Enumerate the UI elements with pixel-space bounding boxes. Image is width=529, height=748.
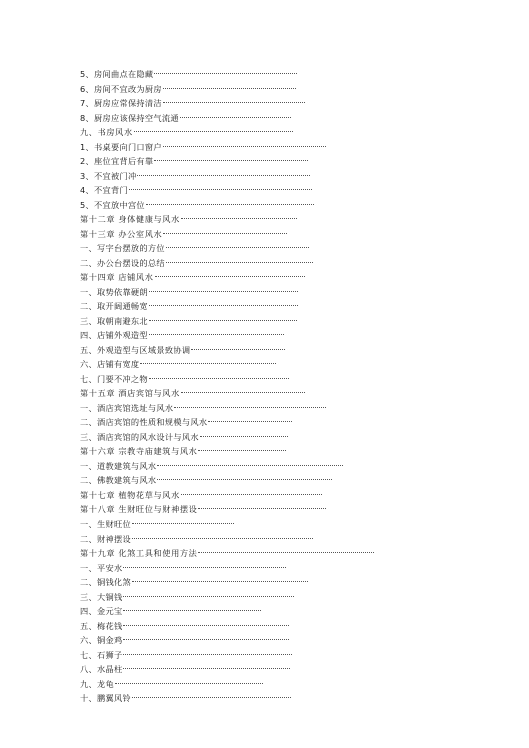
dot-leader [181,382,305,393]
toc-entry-title: 九、书房风水 [80,127,133,138]
dot-leader [181,208,297,219]
dot-leader [149,295,298,306]
toc-entry-title: 8、厨房应该保持空气流通 [80,112,179,123]
toc-entry-title: 7、厨房应常保持清洁 [80,98,162,109]
toc-entry-title: 一、生财旺位 [80,518,131,529]
dot-leader [132,687,291,698]
toc-entry-title: 八、水晶柱 [80,664,123,675]
toc-entry-title: 第十八章 生财旺位与财神摆设 [80,504,198,515]
toc-entry-title: 第十七章 植物花草与风水 [80,489,180,500]
toc-entry-title: 第十四章 店铺风水 [80,272,154,283]
dot-leader [134,121,293,132]
toc-entry-title: 五、外观造型与区域景致协调 [80,344,191,355]
dot-leader [198,440,286,451]
toc-entry-title: 1、书桌要向门口窗户 [80,141,162,152]
toc-entry-title: 3、不宜被门冲 [80,170,137,181]
toc-entry-title: 5、不宜放中宫位 [80,199,145,210]
toc-entry-title: 二、铜钱化煞 [80,577,131,588]
toc-entry-title: 九、龙龟 [80,678,114,689]
dot-leader [123,615,289,626]
dot-leader [123,658,290,669]
dot-leader [140,353,276,364]
toc-entry-title: 一、写字台摆放的方位 [80,243,165,254]
toc-entry-title: 第十五章 酒店宾馆与风水 [80,388,180,399]
dot-leader [163,92,305,103]
dot-leader [157,469,332,480]
dot-leader [163,223,287,234]
toc-entry [80,690,350,705]
toc-entry-title: 二、财神摆设 [80,533,131,544]
toc-entry-title: 6、房间不宜改为厨房 [80,83,162,94]
toc-entry-title: 第十六章 宗教寺庙建筑与风水 [80,446,198,457]
dot-leader [155,266,305,277]
toc-entry-title: 三、取朝南避东北 [80,315,148,326]
dot-leader [166,237,309,248]
toc-entry-title: 四、金元宝 [80,606,123,617]
dot-leader [132,571,308,582]
toc-entry-title: 七、门要不冲之物 [80,373,148,384]
toc-entry-title: 五、梅花钱 [80,620,123,631]
toc-entry-title: 5、房间曲点在隐藏 [80,69,154,79]
dot-leader [198,542,374,553]
dot-leader [149,368,289,379]
toc-entry-title: 六、铜金鸡 [80,635,123,646]
dot-leader [149,324,284,335]
toc-entry-title: 七、石狮子 [80,649,123,660]
dot-leader [166,252,313,263]
toc-entry-title: 一、酒店宾馆选址与风水 [80,402,174,413]
toc-entry-title: 十、鹏翼风铃 [80,693,131,704]
table-of-contents [80,66,350,705]
toc-entry-title: 4、不宜背门 [80,185,128,196]
dot-leader [180,107,291,118]
dot-leader [157,455,343,466]
toc-entry-title: 一、道教建筑与风水 [80,460,157,471]
toc-entry-title: 二、取开阔通畅宽 [80,301,148,312]
dot-leader [154,63,297,74]
dot-leader [191,339,285,350]
dot-leader [174,397,326,408]
dot-leader [115,673,263,684]
dot-leader [163,136,326,147]
dot-leader [123,600,261,611]
dot-leader [163,78,296,89]
toc-entry-title: 2、座位宜背后有靠 [80,156,154,167]
dot-leader [123,644,292,655]
dot-leader [181,484,322,495]
toc-entry-title: 三、大铜钱 [80,591,123,602]
dot-leader [200,426,288,437]
toc-entry-title: 四、店铺外观造型 [80,330,148,341]
dot-leader [149,281,298,292]
dot-leader [137,165,310,176]
dot-leader [123,629,289,640]
toc-entry-title: 三、酒店宾馆的风水设计与风水 [80,431,199,442]
dot-leader [149,310,297,321]
toc-entry-title: 一、取势依靠硬朗 [80,286,148,297]
toc-entry-title: 二、佛教建筑与风水 [80,475,157,486]
toc-entry-title: 第十九章 化煞工具和使用方法 [80,548,198,559]
toc-entry-title: 第十二章 身体健康与风水 [80,214,180,225]
dot-leader [146,194,314,205]
toc-entry-title: 第十三章 办公室风水 [80,228,163,239]
dot-leader [123,557,286,568]
dot-leader [123,586,294,597]
dot-leader [132,528,313,539]
dot-leader [132,513,234,524]
dot-leader [154,150,308,161]
toc-entry-title: 六、店铺有宽度 [80,359,140,370]
dot-leader [208,411,292,422]
dot-leader [129,179,312,190]
toc-entry-title: 二、办公台摆设的总结 [80,257,165,268]
toc-entry-title: 一、平安水 [80,562,123,573]
toc-entry-title: 二、酒店宾馆的性质和规模与风水 [80,417,208,428]
dot-leader [198,498,326,509]
